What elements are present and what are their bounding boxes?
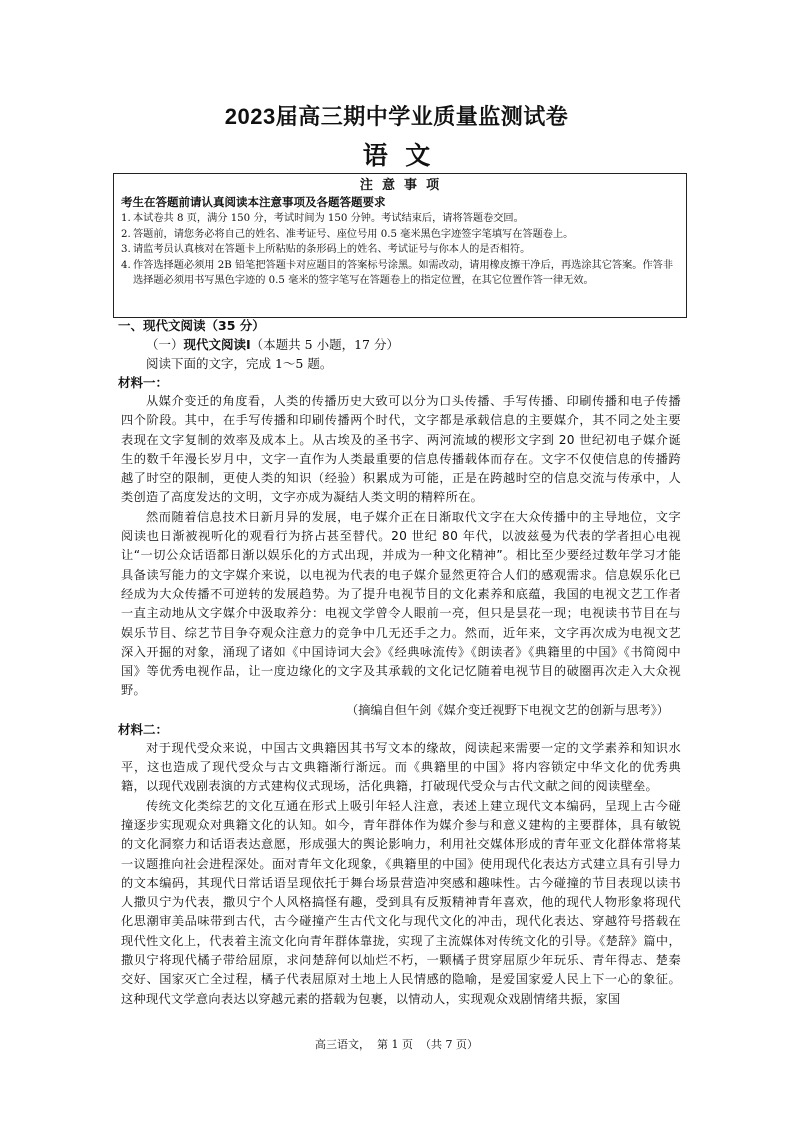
material-two-label: 材料二： bbox=[118, 721, 169, 737]
reading-section bbox=[118, 316, 681, 1009]
notice-item-text: 请监考员认真核对在答题卡上所粘贴的条形码上的姓名、考试证号与你本人的是否相符。 bbox=[133, 244, 531, 256]
subsection-prefix: （一） bbox=[146, 337, 184, 352]
notice-item bbox=[121, 227, 678, 243]
notice-item-number: 1. bbox=[121, 213, 131, 224]
subsection-score: （本题共 5 小题，17 分） bbox=[250, 337, 399, 352]
notice-item-number: 4. bbox=[121, 259, 131, 271]
reading-instruction: 阅读下面的文字，完成 1～5 题。 bbox=[146, 356, 333, 371]
material-two-paragraph: 对于现代受众来说，中国古文典籍因其书写文本的缘故，阅读起来需要一定的文学素养和知识水平，这也造成了现代受众与古文典籍渐行渐远。而《典籍里的中国》将内容锁定中华文化的优秀典籍，以现代戏剧表演的方式建构仪式现场，活化典籍，打破现代受众与古代文献之间的阅读壁垒。 bbox=[121, 740, 681, 794]
page-footer: 高三语文， 第 1 页 （共 7 页） bbox=[315, 1038, 478, 1051]
material-one-paragraph: 然而随着信息技术日新月异的发展，电子媒介正在日渐取代文字在大众传播中的主导地位，文字阅读也日渐被视听化的观看行为挤占甚至替代。20 世纪 80 年代，以波兹曼为代表的学者担心电视让“一切公众话语都日渐以娱乐化的方式出现，并成为一种文化精神”。相比至少要经过数年学习才能具备读写能力的文字媒介来说，以电视为代表的电子媒介显然更符合人们的感观需求。信息娱乐化已经成为大众传播不可逆转的发展趋势。为了提升电视节目的文化素养和底蕴，我国的电视文艺工作者一直主动地从文字媒介中汲取养分：电视文学曾令人眼前一亮，但只是昙花一现；电视读书节目在与娱乐节目、综艺节目争夺观众注意力的竞争中几无还手之力。然而，近年来，文字再次成为电视文艺深入开掘的对象，涌现了诸如《中国诗词大会》《经典咏流传》《朗读者》《典籍里的中国》《书简阅中国》等优秀电视作品，让一度边缘化的文字及其承载的文化记忆随着电视节目的破圈再次走入大众视野。 bbox=[121, 509, 681, 698]
notice-item bbox=[121, 211, 678, 227]
notice-item-text: 作答选择题必须用 2B 铅笔把答题卡对应题目的答案标号涂黑。如需改动，请用橡皮擦干净后，再选涂其它答案。作答非选择题必须用书写黑色字迹的 0.5 毫米的签字笔写在答题卷上的指定位置，在其它位置作答一律无效。 bbox=[133, 259, 674, 287]
notice-item bbox=[121, 258, 678, 289]
section-heading: 一、现代文阅读（35 分） bbox=[118, 318, 265, 333]
notice-list bbox=[121, 211, 678, 289]
notice-item-text: 本试卷共 8 页，满分 150 分，考试时间为 150 分钟。考试结束后，请将答题卷交回。 bbox=[133, 213, 524, 224]
subject-title: 语 文 bbox=[362, 141, 431, 170]
material-one-label: 材料一： bbox=[118, 375, 169, 390]
notice-item-number: 3. bbox=[121, 244, 131, 256]
material-one-paragraph: 从媒介变迁的角度看，人类的传播历史大致可以分为口头传播、手写传播、印刷传播和电子传播四个阶段。其中，在手写传播和印刷传播两个时代，文字都是承载信息的主要媒介，其不同之处主要表现在文字复制的效率及成本上。从古埃及的圣书字、两河流域的楔形文字到 20 世纪初电子媒介诞生的数千年漫长岁月中，文字一直作为人类最重要的信息传播载体而存在。文字不仅使信息的传播跨越了时空的限制，更使人类的知识（经验）积累成为可能，正是在跨越时空的信息交流与传承中，人类创造了高度发达的文明，文字亦成为凝结人类文明的精粹所在。 bbox=[121, 394, 681, 505]
material-two-paragraph: 传统文化类综艺的文化互通在形式上吸引年轻人注意，表述上建立现代文本编码，呈现上古今碰撞逐步实现观众对典籍文化的认知。如今，青年群体作为媒介参与和意义建构的主要群体，具有敏锐的文化洞察力和话语表达意愿，形成强大的舆论影响力，利用社交媒体形成的青年亚文化群体常将某一议题推向社会进程深处。面对青年文化现象，《典籍里的中国》使用现代化表达方式建立具有引导力的文本编码，其现代日常话语呈现依托于舞台场景营造冲突感和趣味性。古今碰撞的节目表现以读书人撒贝宁为代表，撒贝宁个人风格搞怪有趣，受到具有反叛精神青年喜欢，他的现代人物形象将现代化思潮审美品味带到古代，古今碰撞产生古代文化与现代文化的冲击，现代化表达、穿越符号搭载在现代性文化上，代表着主流文化向青年群体靠拢，实现了主流媒体对传统文化的引导。《楚辞》篇中，撒贝宁将现代橘子带给屈原，求问楚辞何以灿烂不朽，一颗橘子贯穿屈原少年玩乐、青年得志、楚秦交好、国家灭亡全过程，橘子代表屈原对土地上人民情感的隐喻，是爱国家爱人民上下一心的象征。这种现代文学意向表达以穿越元素的搭载为包裹，以情动人，实现观众戏剧情绪共振，家国 bbox=[121, 798, 681, 1006]
notice-item-number: 2. bbox=[121, 228, 131, 240]
subsection-heading bbox=[121, 335, 681, 354]
notice-subtitle: 考生在答题前请认真阅读本注意事项及各题答题要求 bbox=[121, 195, 386, 209]
notice-item bbox=[121, 242, 678, 258]
exam-title: 2023届高三期中学业质量监测试卷 bbox=[224, 104, 569, 129]
notice-title: 注 意 事 项 bbox=[359, 178, 440, 193]
material-one-source: （摘编自但午剑《媒介变迁视野下电视文艺的创新与思考》） bbox=[346, 702, 669, 717]
notice-item-text: 答题前，请您务必将自己的姓名、准考证号、座位号用 0.5 毫米黑色字迹签字笔填写在答题卷上。 bbox=[133, 228, 574, 240]
notice-box bbox=[113, 173, 687, 318]
subsection-title: 现代文阅读Ⅰ bbox=[183, 337, 251, 352]
